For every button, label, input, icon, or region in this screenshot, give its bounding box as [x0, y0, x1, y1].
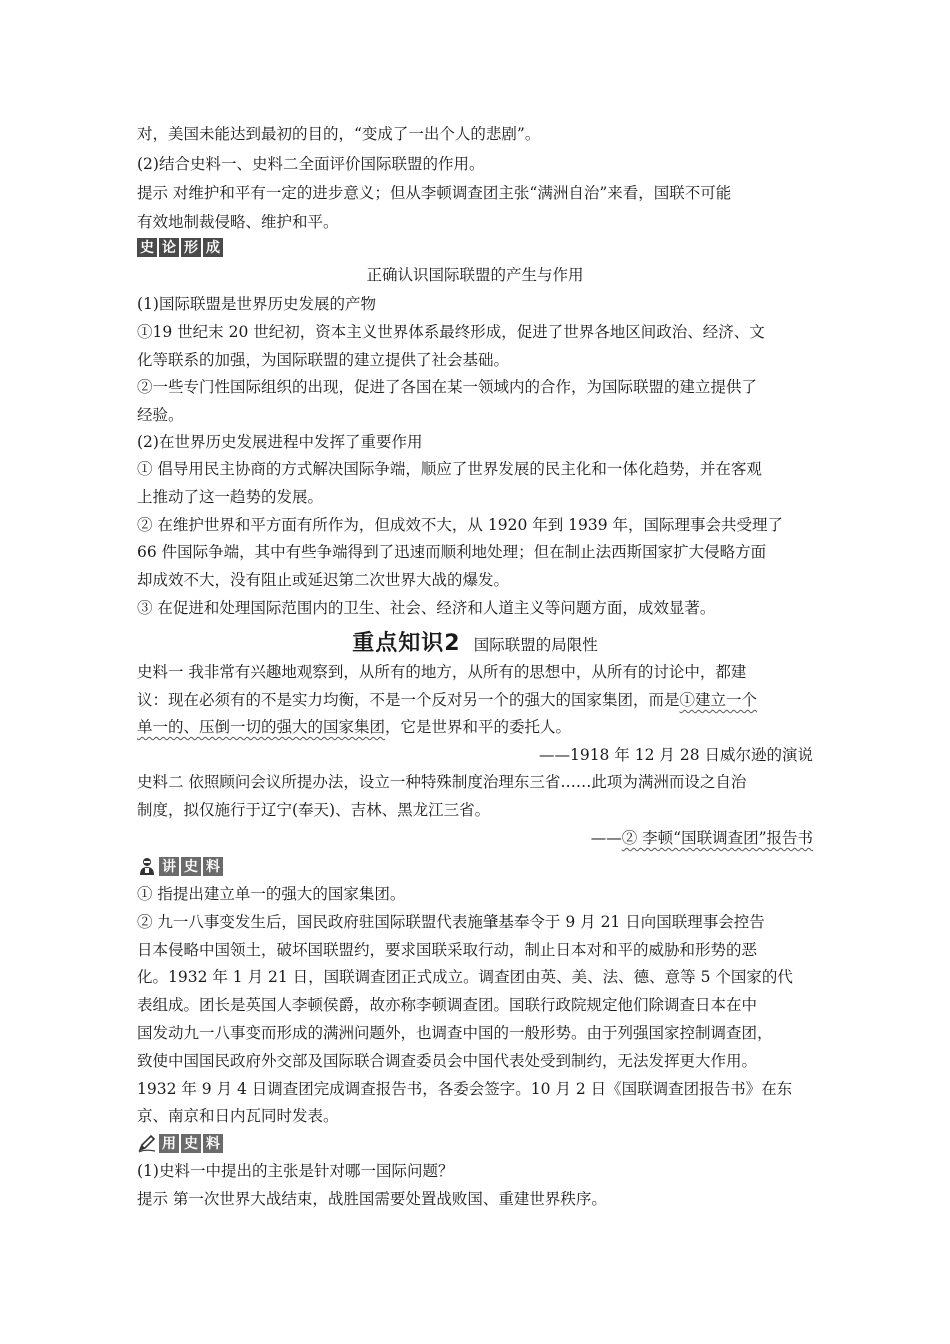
section-badge-jiang: [137, 856, 225, 876]
text-line: 上推动了这一趋势的发展。: [137, 488, 324, 506]
pen-icon: [137, 1133, 157, 1153]
source-text: ，它是世界和平的委托人。: [385, 718, 572, 736]
source-text: 议：现在必须有的不是实力均衡，不是一个反对另一个的强大的国家集团，而是: [137, 691, 680, 709]
source-one-line: [137, 717, 571, 737]
text-line: (1)国际联盟是世界历史发展的产物: [137, 295, 376, 313]
text-line: ②一些专门性国际组织的出现，促进了各国在某一领域内的合作，为国际联盟的建立提供了: [137, 378, 758, 396]
text-line: ③ 在促进和处理国际范围内的卫生、社会、经济和人道主义等问题方面，成效显著。: [137, 599, 716, 617]
text-line: 化等联系的加强，为国际联盟的建立提供了社会基础。: [137, 351, 510, 369]
attribution-dash: ——: [590, 829, 622, 847]
badge-char: 讲: [159, 857, 179, 876]
source-two-line: 制度，拟仅施行于辽宁(奉天)、吉林、黑龙江三省。: [137, 801, 491, 819]
text-line: ① 指提出建立单一的强大的国家集团。: [137, 885, 406, 903]
text-line: 致使中国国民政府外交部及国际联合调查委员会中国代表处受到制约，无法发挥更大作用。: [137, 1052, 758, 1070]
source-one-line: 史料一 我非常有兴趣地观察到，从所有的地方，从所有的思想中，从所有的讨论中，都建: [137, 663, 747, 681]
text-line: ①19 世纪末 20 世纪初，资本主义世界体系最终形成，促进了世界各地区间政治、经济、文: [137, 323, 765, 341]
text-line: ② 在维护世界和平方面有所作为，但成效不大，从 1920 年到 1939 年，国际理事会共受理了: [137, 516, 784, 534]
hint-line: 提示 第一次世界大战结束，战胜国需要处置战败国、重建世界秩序。: [137, 1190, 607, 1208]
text-line: 66 件国际争端，其中有些争端得到了迅速而顺利地处理；但在制止法西斯国家扩大侵略方面: [137, 543, 767, 561]
key-point-topic: 国际联盟的局限性: [473, 636, 598, 654]
section-title: 正确认识国际联盟的产生与作用: [366, 266, 584, 284]
badge-char: 史: [137, 238, 157, 257]
teacher-icon: [137, 856, 157, 876]
question-line: (2)结合史料一、史料二全面评价国际联盟的作用。: [137, 155, 485, 173]
text-line: (2)在世界历史发展进程中发挥了重要作用: [137, 433, 423, 451]
text-line: ② 九一八事变发生后，国民政府驻国际联盟代表施肇基奉令于 9 月 21 日向国联理事会控告: [137, 913, 765, 931]
text-line: 经验。: [137, 406, 184, 424]
text-line: 表组成。团长是英国人李顿侯爵，故亦称李顿调查团。国联行政院规定他们除调查日本在中: [137, 996, 758, 1014]
underlined-text: 单一的、压倒一切的强大的国家集团: [137, 718, 386, 736]
key-point-number: 重点知识2: [352, 631, 461, 656]
text-line: ① 倡导用民主协商的方式解决国际争端，顺应了世界发展的民主化和一体化趋势，并在客观: [137, 460, 762, 478]
badge-char: 用: [159, 1134, 179, 1153]
source-one-attribution: ——1918 年 12 月 28 日威尔逊的演说: [538, 746, 813, 764]
badge-char: 成: [203, 238, 223, 257]
badge-char: 史: [181, 1134, 201, 1153]
badge-char: 形: [181, 238, 201, 257]
source-two-attribution: [591, 828, 813, 848]
text-line: 国发动九一八事变而形成的满洲问题外，也调查中国的一般形势。由于列强国家控制调查团，: [137, 1024, 773, 1042]
section-badge-shilun: [137, 237, 225, 257]
text-line: 日本侵略中国领土，破坏国联盟约，要求国联采取行动，制止日本对和平的威胁和形势的恶: [137, 941, 758, 959]
text-line: 却成效不大，没有阻止或延迟第二次世界大战的爆发。: [137, 571, 510, 589]
underlined-text: ② 李顿“国联调查团”报告书: [621, 829, 813, 847]
underlined-text: ①建立一个: [679, 691, 758, 709]
badge-char: 史: [181, 857, 201, 876]
hint-line: 提示 对维护和平有一定的进步意义；但从李顿调查团主张“满洲自治”来看，国联不可能: [137, 184, 732, 202]
source-two-line: 史料二 依照顾问会议所提办法，设立一种特殊制度治理东三省……此项为满洲而设之自治: [137, 773, 747, 791]
text-line: 化。1932 年 1 月 21 日，国联调查团正式成立。调查团由英、美、法、德、意等 5 个国家的代: [137, 968, 793, 986]
text-line: 1932 年 9 月 4 日调查团完成调查报告书，各委会签字。10 月 2 日《国联调查团报告书》在东: [137, 1080, 793, 1098]
badge-char: 论: [159, 238, 179, 257]
key-point-heading: [0, 626, 950, 654]
badge-char: 料: [203, 857, 223, 876]
badge-char: 料: [203, 1134, 223, 1153]
hint-line: 有效地制裁侵略、维护和平。: [137, 213, 339, 231]
source-one-line: [137, 690, 757, 710]
question-line: (1)史料一中提出的主张是针对哪一国际问题？: [137, 1162, 454, 1180]
text-line: 京、南京和日内瓦同时发表。: [137, 1107, 339, 1125]
section-badge-yong: [137, 1133, 225, 1153]
text-line: 对，美国未能达到最初的目的，“变成了一出个人的悲剧”。: [137, 125, 541, 143]
